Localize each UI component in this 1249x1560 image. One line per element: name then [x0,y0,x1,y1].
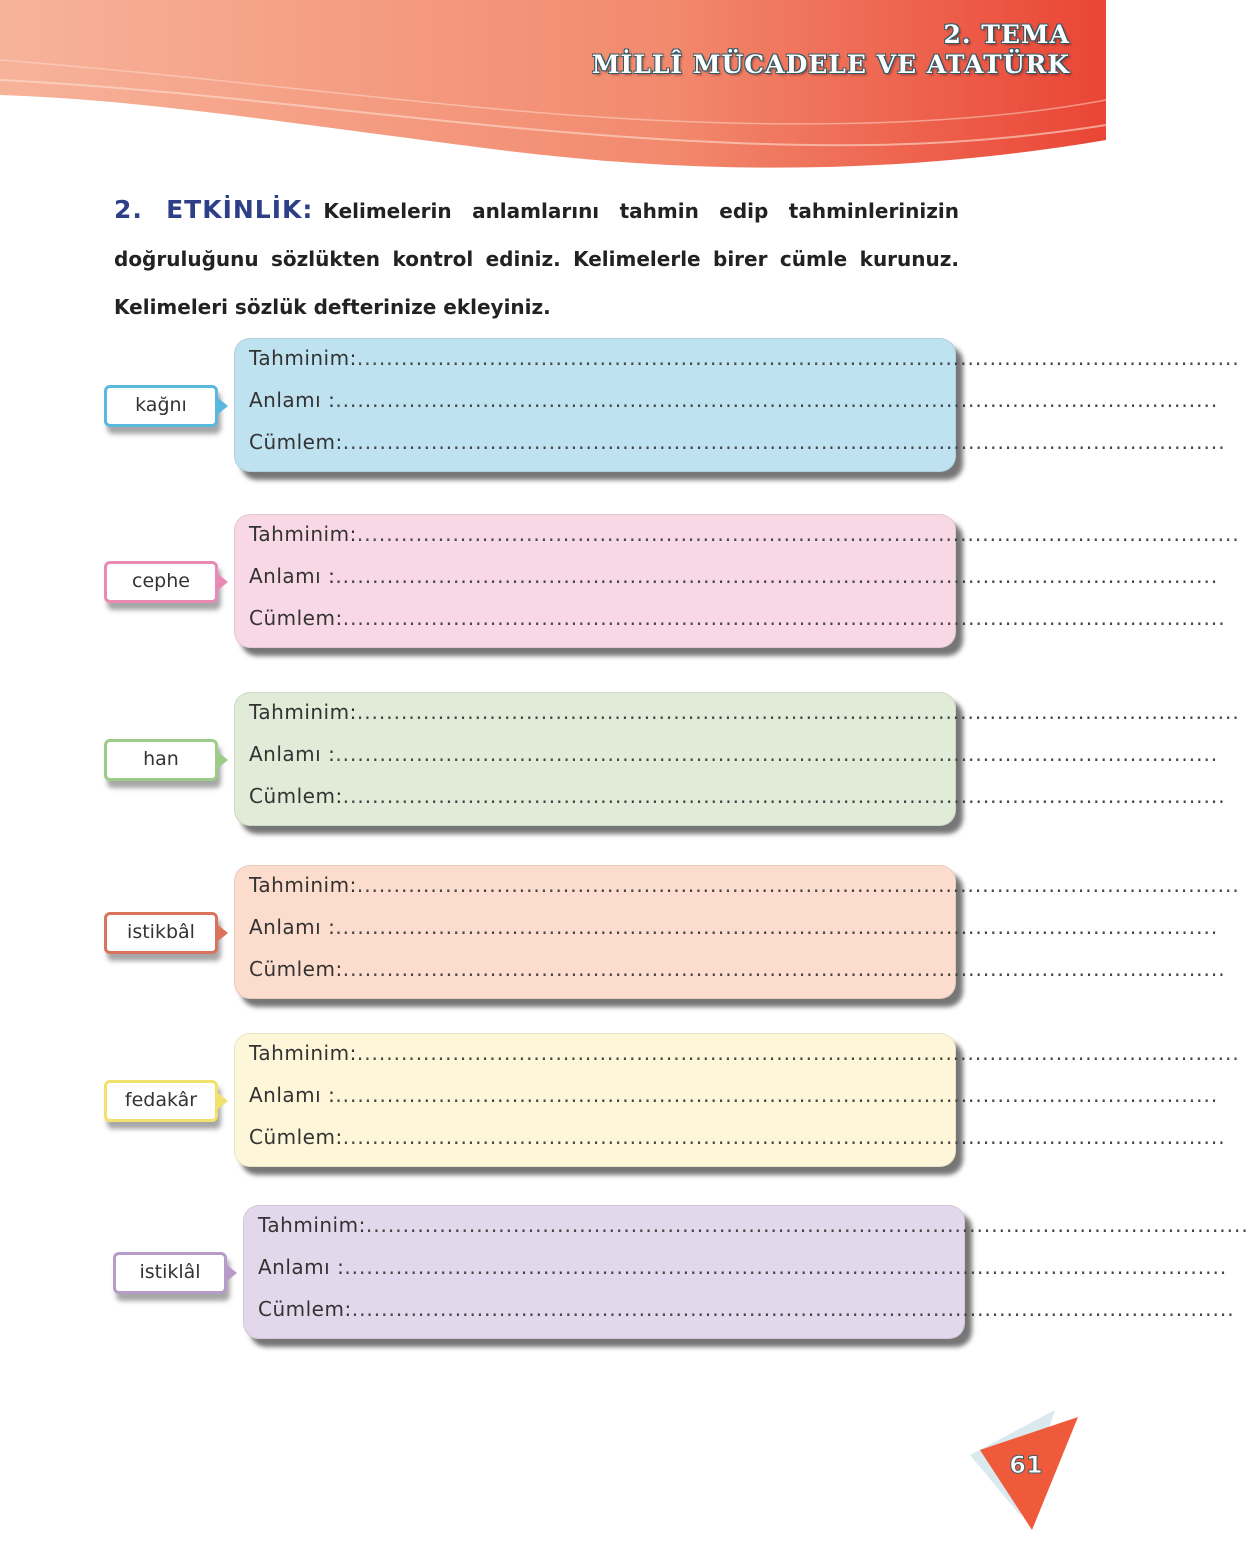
meaning-line[interactable] [249,564,1219,588]
meaning-line-label: Anlamı : [249,388,336,412]
sentence-line[interactable] [249,784,1226,808]
word-card [234,338,1240,472]
answer-blank[interactable]: ........................................................................................................................ [365,1213,1249,1237]
answer-blank[interactable]: ........................................................................................................................ [335,388,1219,412]
page-number-badge [960,1405,1090,1535]
guess-line[interactable] [249,700,1240,724]
guess-line[interactable] [258,1213,1249,1237]
word-card [234,514,1240,648]
word-card [234,692,1240,826]
sentence-line[interactable] [249,957,1226,981]
meaning-line-label: Anlamı : [249,742,336,766]
sentence-line-label: Cümlem: [249,957,343,981]
answer-blank[interactable]: ........................................................................................................................ [342,430,1226,454]
word-tag: fedakâr [104,1080,218,1122]
answer-blank[interactable]: ........................................................................................................................ [351,1297,1235,1321]
guess-line[interactable] [249,1041,1240,1065]
guess-line-label: Tahminim: [249,346,357,370]
guess-line-label: Tahminim: [249,873,357,897]
answer-blank[interactable]: ........................................................................................................................ [356,346,1240,370]
word-row [0,338,1240,478]
answer-blank[interactable]: ........................................................................................................................ [356,1041,1240,1065]
answer-blank[interactable]: ........................................................................................................................ [335,564,1219,588]
meaning-line[interactable] [249,742,1219,766]
answer-blank[interactable]: ........................................................................................................................ [342,957,1226,981]
guess-line-label: Tahminim: [249,522,357,546]
sentence-line[interactable] [249,430,1226,454]
answer-blank[interactable]: ........................................................................................................................ [342,784,1226,808]
guess-line[interactable] [249,346,1240,370]
word-tag: cephe [104,561,218,603]
answer-blank[interactable]: ........................................................................................................................ [335,742,1219,766]
meaning-line[interactable] [258,1255,1228,1279]
word-tag: kağnı [104,385,218,427]
word-row [0,1033,1240,1173]
meaning-line[interactable] [249,915,1219,939]
meaning-line-label: Anlamı : [258,1255,345,1279]
answer-blank[interactable]: ........................................................................................................................ [356,873,1240,897]
word-tag: han [104,739,218,781]
guess-line-label: Tahminim: [249,1041,357,1065]
activity-instructions [114,186,959,331]
word-tag: istikbâl [104,912,218,954]
meaning-line-label: Anlamı : [249,915,336,939]
guess-line-label: Tahminim: [249,700,357,724]
meaning-line-label: Anlamı : [249,1083,336,1107]
answer-blank[interactable]: ........................................................................................................................ [344,1255,1228,1279]
word-card [234,865,1240,999]
sentence-line[interactable] [249,606,1226,630]
sentence-line-label: Cümlem: [249,606,343,630]
answer-blank[interactable]: ........................................................................................................................ [356,700,1240,724]
answer-blank[interactable]: ........................................................................................................................ [335,1083,1219,1107]
answer-blank[interactable]: ........................................................................................................................ [335,915,1219,939]
theme-title [592,20,1070,80]
theme-name: MİLLÎ MÜCADELE VE ATATÜRK [591,50,1070,79]
answer-blank[interactable]: ........................................................................................................................ [342,1125,1226,1149]
theme-number: 2. TEMA [943,20,1070,49]
word-row [0,865,1240,1005]
word-row [0,1205,1249,1345]
guess-line[interactable] [249,873,1240,897]
guess-line[interactable] [249,522,1240,546]
sentence-line[interactable] [258,1297,1235,1321]
activity-heading: 2. ETKİNLİK: [114,195,314,224]
meaning-line-label: Anlamı : [249,564,336,588]
word-card [243,1205,1249,1339]
sentence-line-label: Cümlem: [249,430,343,454]
activity-text: Kelimelerin anlamlarını tahmin edip tahminlerinizin doğruluğunu sözlükten kontrol ediniz. Kelimelerle birer cümle kurunuz. Kelimeleri sözlük defterinize ekleyiniz. [114,199,959,319]
answer-blank[interactable]: ........................................................................................................................ [342,606,1226,630]
answer-blank[interactable]: ........................................................................................................................ [356,522,1240,546]
guess-line-label: Tahminim: [258,1213,366,1237]
page-number: 61 [1009,1451,1043,1479]
sentence-line-label: Cümlem: [249,1125,343,1149]
sentence-line-label: Cümlem: [258,1297,352,1321]
meaning-line[interactable] [249,388,1219,412]
word-tag: istiklâl [113,1252,227,1294]
word-row [0,692,1240,832]
sentence-line[interactable] [249,1125,1226,1149]
meaning-line[interactable] [249,1083,1219,1107]
word-card [234,1033,1240,1167]
word-row [0,514,1240,654]
sentence-line-label: Cümlem: [249,784,343,808]
